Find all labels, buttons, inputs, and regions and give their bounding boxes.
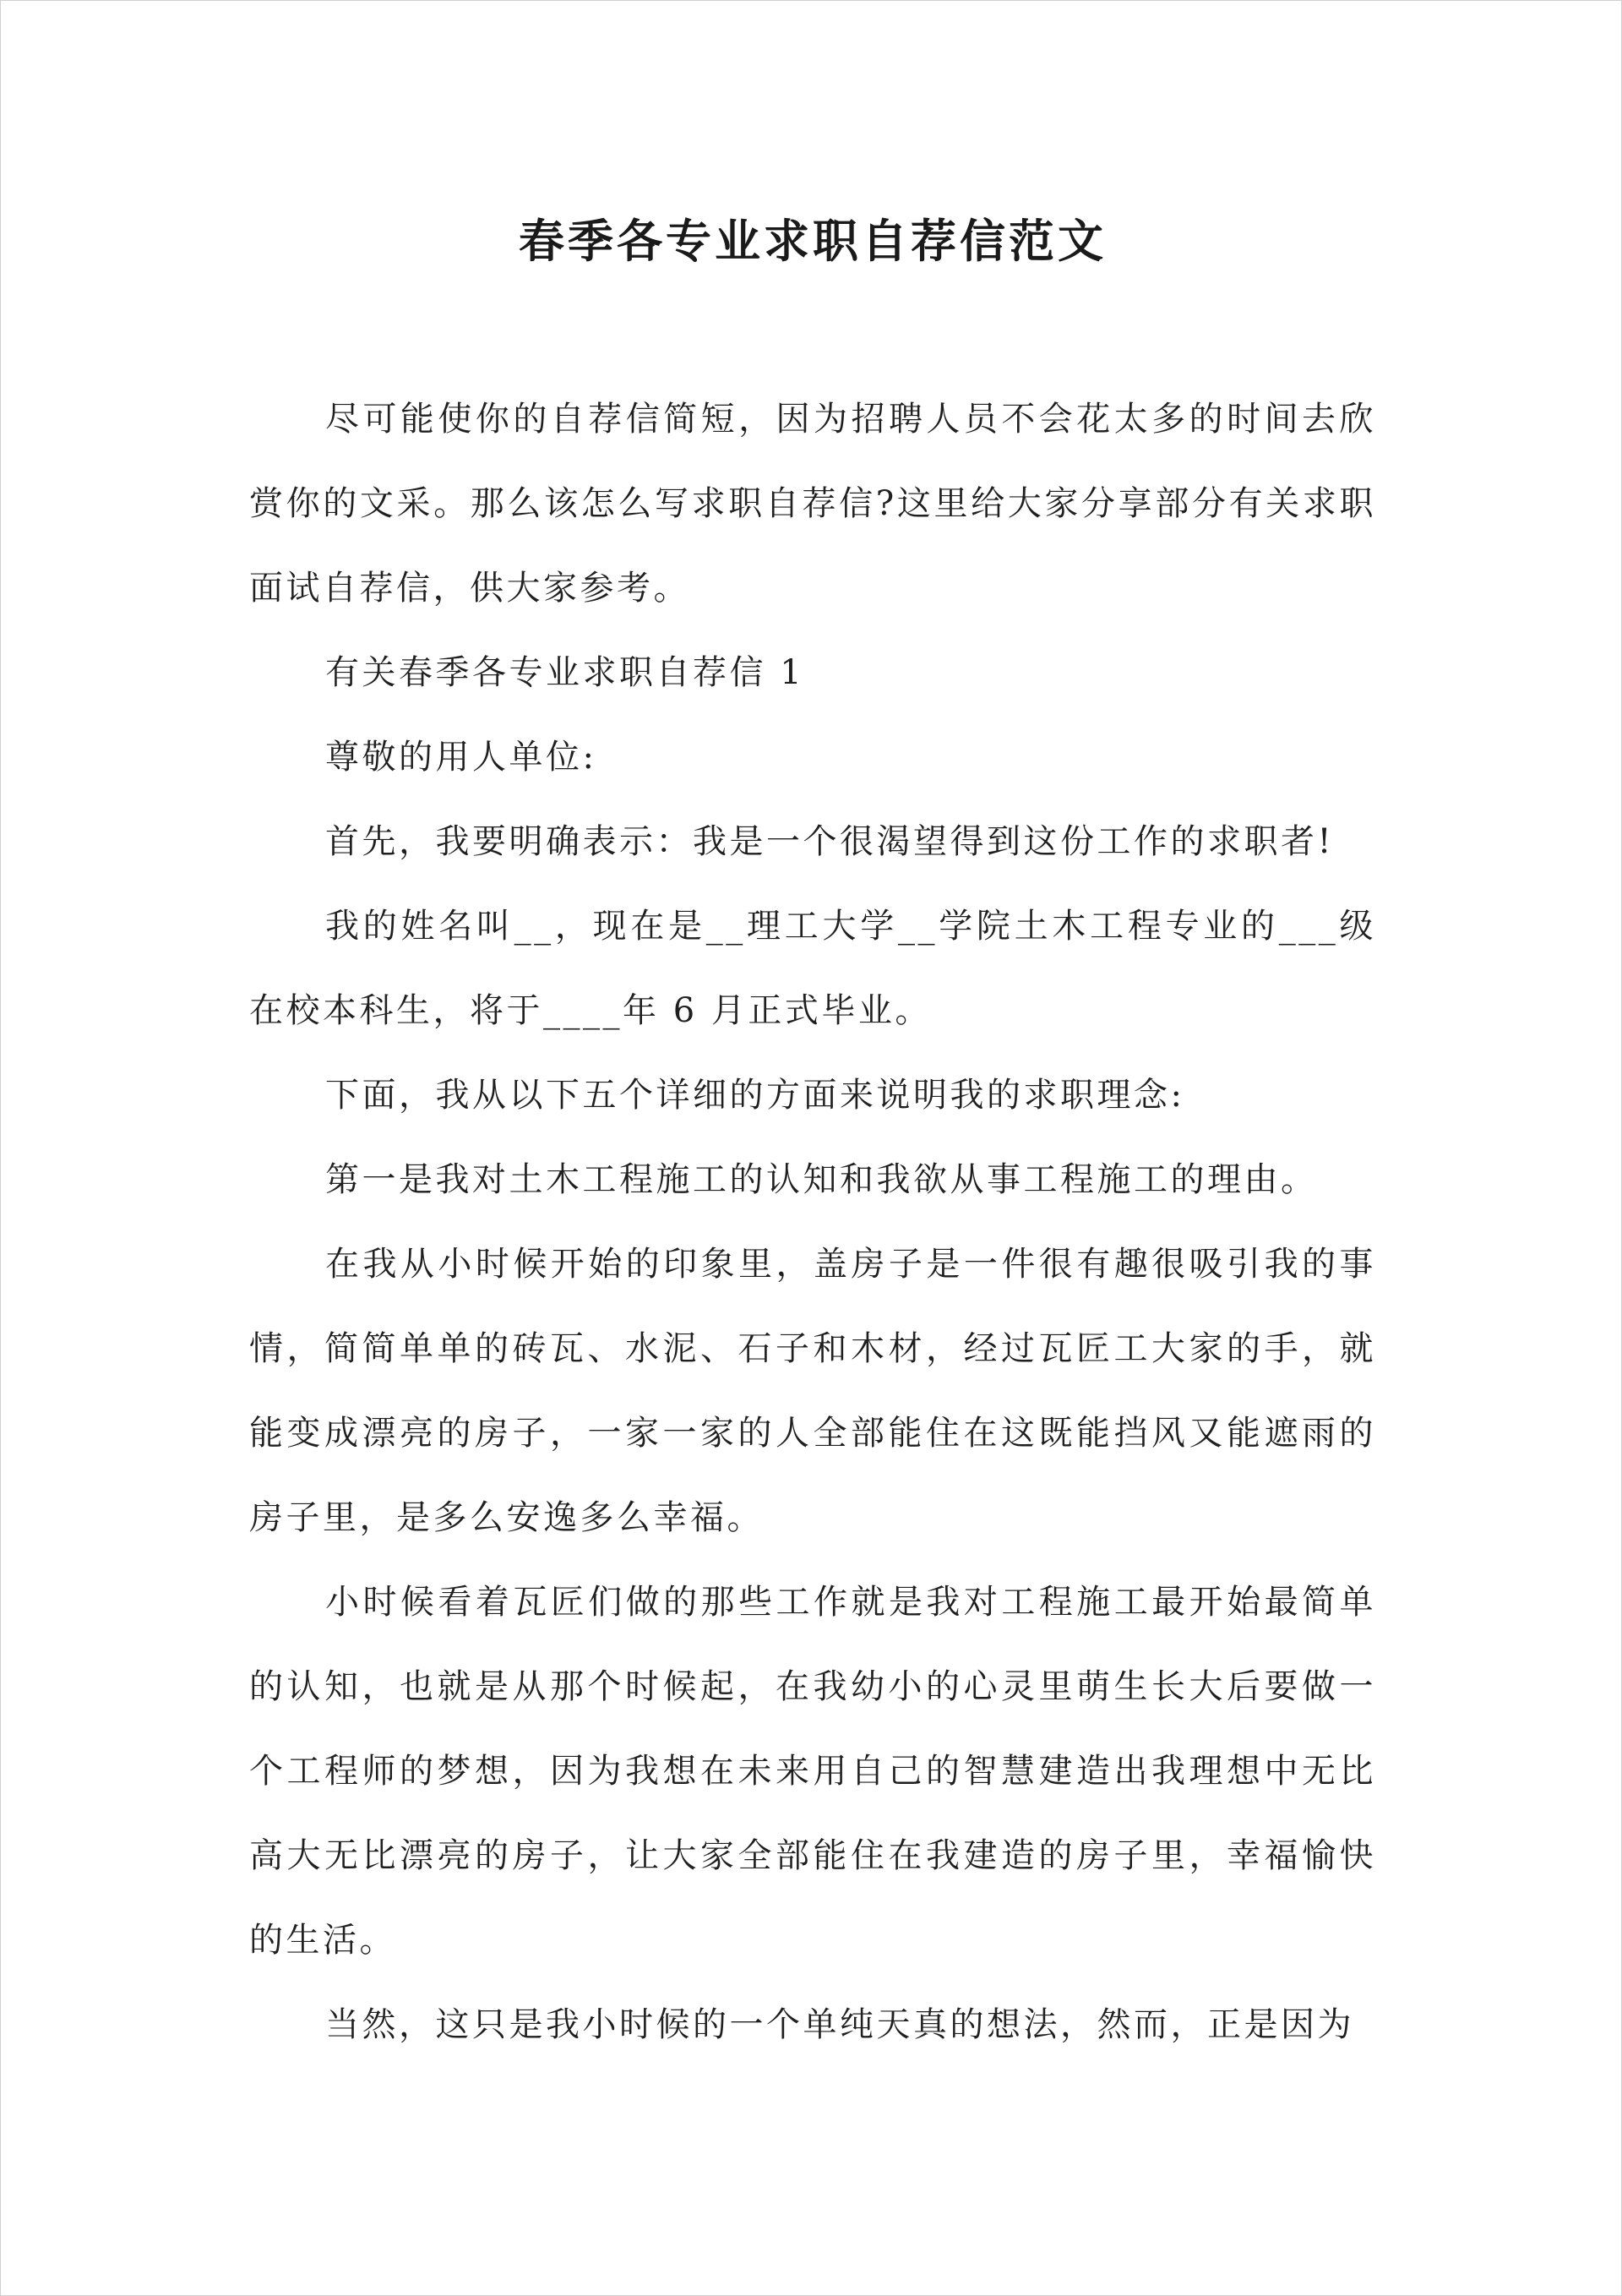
paragraph-statement: 首先，我要明确表示：我是一个很渴望得到这份工作的求职者! [325,822,1335,861]
document-body [249,377,1376,2067]
paragraph-engineer-dream: 小时候看着瓦匠们做的那些工作就是我对工程施工最开始最简单的认知，也就是从那个时候起，在我幼小的心灵里萌生长大后要做一个工程师的梦想，因为我想在未来用自己的智慧建造出我理想中无比高大无比漂亮的房子，让大家全部能住在我建造的房子里，幸福愉快的生活。 [249,1583,1376,1960]
paragraph-continuation: 当然，这只是我小时候的一个单纯天真的想法，然而，正是因为 [325,2005,1354,2044]
paragraph-intro: 尽可能使你的自荐信简短，因为招聘人员不会花太多的时间去欣赏你的文采。那么该怎么写求职自荐信?这里给大家分享部分有关求职面试自荐信，供大家参考。 [249,400,1376,608]
paragraph-self-introduction: 我的姓名叫__，现在是__理工大学__学院土木工程专业的___级在校本科生，将于____年 6 月正式毕业。 [249,907,1376,1030]
paragraph-letter-heading: 有关春季各专业求职自荐信 1 [325,653,805,692]
paragraph-childhood-impression: 在我从小时候开始的印象里，盖房子是一件很有趣很吸引我的事情，简简单单的砖瓦、水泥、石子和木材，经过瓦匠工大家的手，就能变成漂亮的房子，一家一家的人全部能住在这既能挡风又能遮雨的房子里，是多么安逸多么幸福。 [249,1245,1376,1537]
document-title: 春季各专业求职自荐信范文 [519,214,1107,268]
paragraph-overview: 下面，我从以下五个详细的方面来说明我的求职理念: [325,1076,1185,1115]
paragraph-point-one: 第一是我对土木工程施工的认知和我欲从事工程施工的理由。 [325,1160,1318,1199]
paragraph-salutation: 尊敬的用人单位: [325,738,597,777]
